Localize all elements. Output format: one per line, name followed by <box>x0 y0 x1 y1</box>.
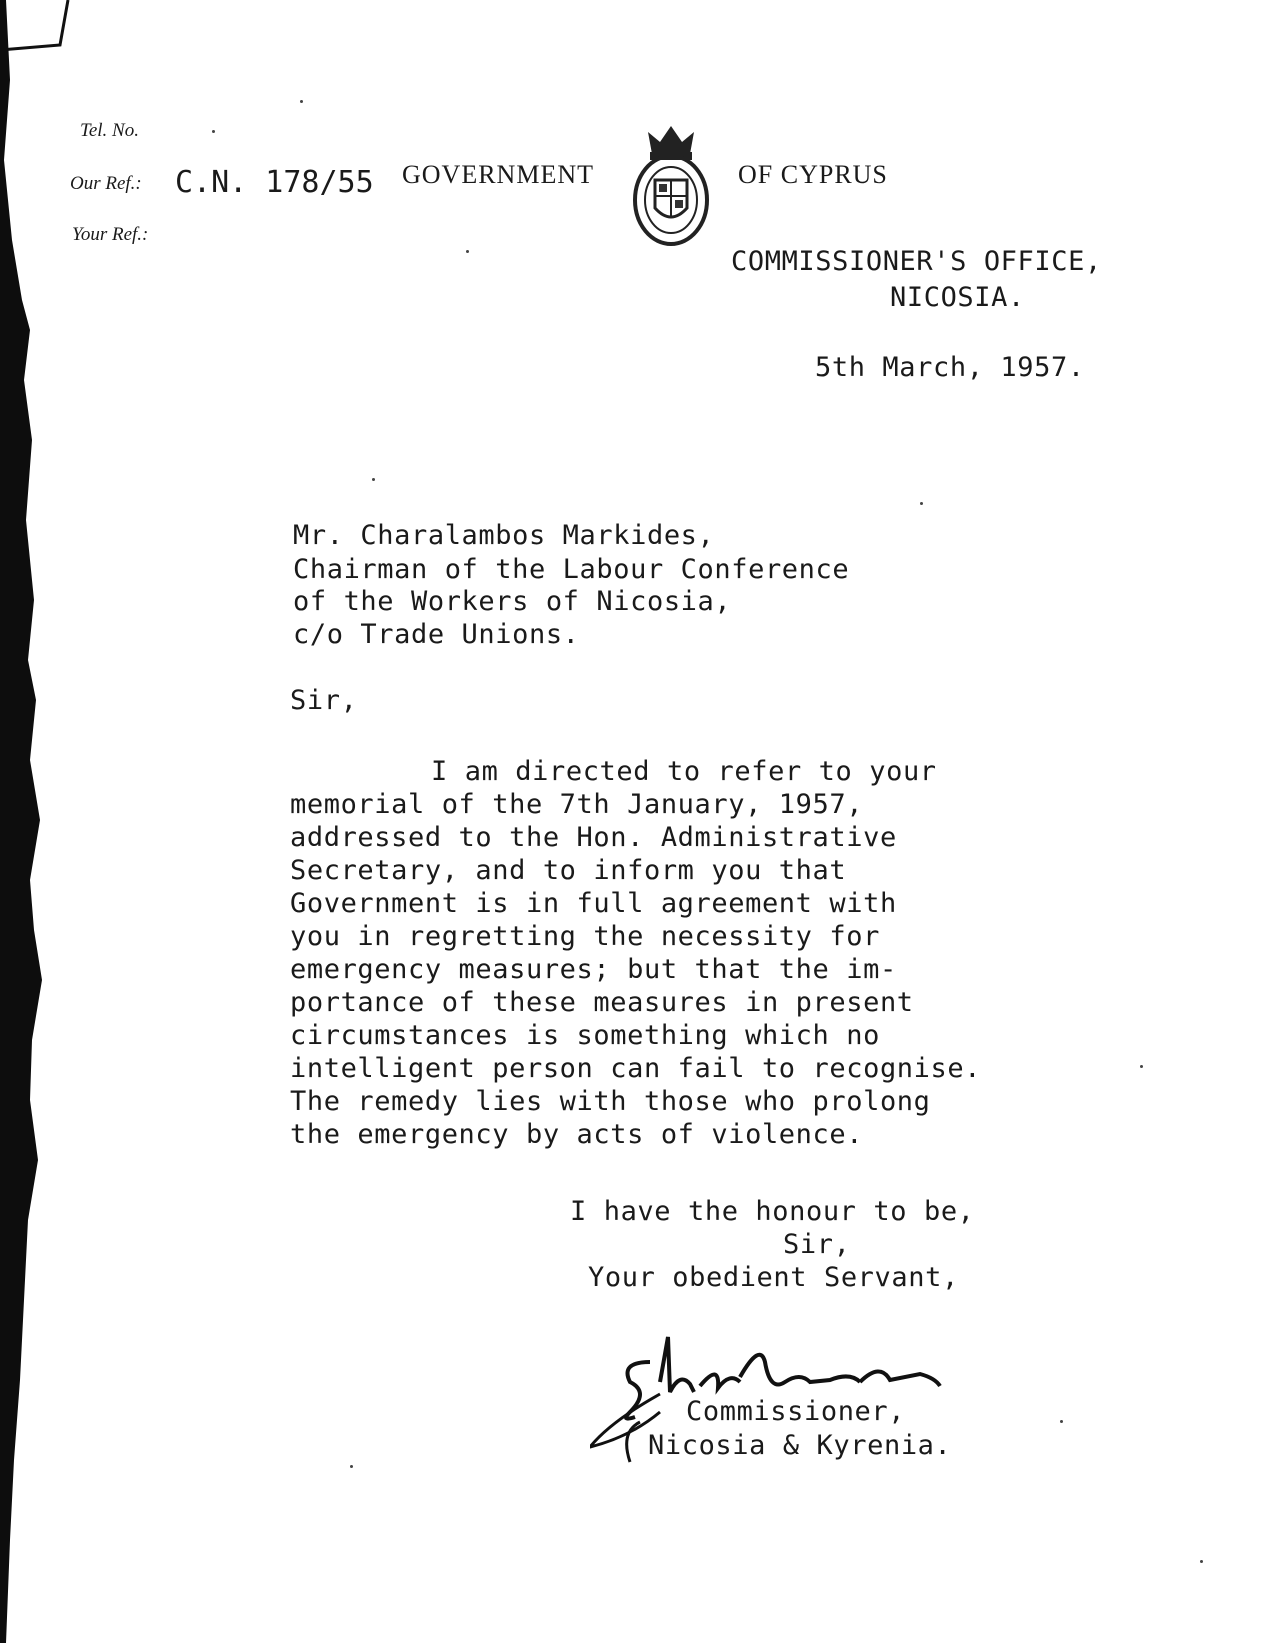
body-line: intelligent person can fail to recognise. <box>290 1053 982 1084</box>
scan-speck <box>1060 1420 1063 1423</box>
body-line: Government is in full agreement with <box>290 888 897 919</box>
body-line: memorial of the 7th January, 1957, <box>290 789 864 820</box>
royal-crest-icon <box>630 118 712 250</box>
salutation: Sir, <box>290 685 358 716</box>
of-cyprus-heading: OF CYPRUS <box>738 160 888 189</box>
scan-speck <box>1200 1560 1203 1563</box>
tel-label: Tel. No. <box>80 120 139 141</box>
recipient-line: Chairman of the Labour Conference <box>293 554 850 585</box>
body-line: portance of these measures in present <box>290 987 914 1018</box>
our-ref-label: Our Ref.: <box>70 173 142 194</box>
scan-speck <box>350 1465 353 1468</box>
body-line: the emergency by acts of violence. <box>290 1119 864 1150</box>
signatory-title: Commissioner, <box>686 1396 906 1427</box>
scan-speck <box>466 250 469 253</box>
closing-line: Your obedient Servant, <box>588 1262 959 1293</box>
our-ref-value: C.N. 178/55 <box>175 165 374 200</box>
closing-line: Sir, <box>783 1229 851 1260</box>
recipient-line: c/o Trade Unions. <box>293 619 580 650</box>
body-line: you in regretting the necessity for <box>290 921 880 952</box>
closing-line: I have the honour to be, <box>570 1196 975 1227</box>
signatory-area: Nicosia & Kyrenia. <box>648 1430 952 1461</box>
scan-speck <box>212 130 215 133</box>
recipient-line: Mr. Charalambos Markides, <box>293 520 715 551</box>
body-line: circumstances is something which no <box>290 1020 880 1051</box>
body-line: addressed to the Hon. Administrative <box>290 822 897 853</box>
torn-left-edge <box>0 0 60 1643</box>
office-address: COMMISSIONER'S OFFICE, <box>731 246 1102 277</box>
scan-speck <box>372 478 375 481</box>
your-ref-label: Your Ref.: <box>72 224 149 245</box>
body-line: I am directed to refer to your <box>431 756 937 787</box>
scan-speck <box>920 502 923 505</box>
office-city: NICOSIA. <box>890 282 1025 313</box>
body-line: emergency measures; but that the im- <box>290 954 897 985</box>
body-line: Secretary, and to inform you that <box>290 855 847 886</box>
recipient-line: of the Workers of Nicosia, <box>293 586 732 617</box>
scan-speck <box>1140 1065 1143 1068</box>
government-heading: GOVERNMENT <box>402 160 594 189</box>
body-line: The remedy lies with those who prolong <box>290 1086 931 1117</box>
letter-date: 5th March, 1957. <box>815 352 1085 383</box>
scan-speck <box>300 100 303 103</box>
